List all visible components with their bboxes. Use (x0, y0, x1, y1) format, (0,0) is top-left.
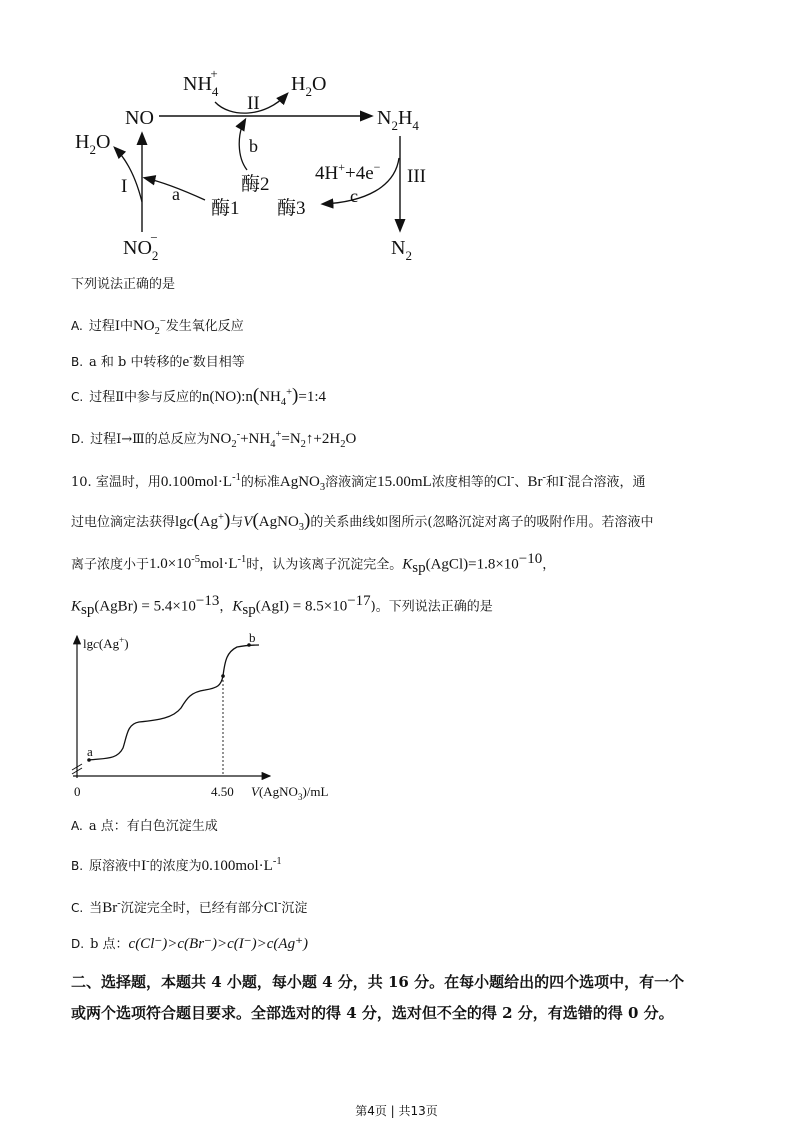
q10-line-1: 10. 室温时，用$0.100mol\cdot L^{-1}$的标准AgNO$_3$溶液滴定15.00mL浓度相等的Cl-、Br-和I-混合溶液，通 (71, 472, 646, 493)
option-letter: D. (71, 937, 85, 951)
step-iii-label: III (407, 166, 426, 187)
q9-option-a[interactable]: A. 过程Ⅰ中$NO_2^-$发生氧化反应 (71, 316, 244, 337)
species-h2o-top: $H_2O$ (291, 73, 327, 99)
origin-label: 0 (74, 784, 81, 799)
label-point-b: b (249, 630, 256, 645)
option-letter: C. (71, 390, 84, 404)
section2-heading-line-1: 二、选择题，本题共 4 小题，每小题 4 分，共 16 分。在每小题给出的四个选项中，有一个 (71, 973, 685, 991)
q10-line-4: $K_{sp}(AgBr) = 5.4\times 10^{-13}$，$K_{sp}(AgI) = 8.5\times 10^{-17}$)。下列说法正确的是 (71, 593, 493, 618)
species-n2h4: $N_2H_4$ (377, 107, 419, 133)
enzyme3-label: 酶3 (277, 198, 306, 219)
label-b: b (249, 136, 258, 156)
y-axis-label: lgc(Ag+) (83, 635, 129, 651)
option-letter: A. (71, 319, 83, 333)
section2-heading-line-2: 或两个选项符合题目要求。全部选对的得 4 分，选对但不全的得 2 分，有选错的得 0 分。 (71, 1004, 674, 1022)
option-letter: D. (71, 432, 85, 446)
label-a: a (172, 184, 180, 204)
step-ii-label: II (247, 93, 260, 114)
x-axis-label: V(AgNO$_3$)/mL (251, 784, 329, 802)
titration-graph (65, 630, 355, 805)
x-tick-label: 4.50 (211, 784, 234, 799)
q9-prompt: 下列说法正确的是 (71, 277, 176, 292)
q10-line-2: 过电位滴定法获得lgc(Ag+)与V(AgNO$_3$)的关系曲线如图所示(忽略沉淀对离子的吸附作用。若溶液中 (71, 510, 654, 533)
species-no: NO (125, 107, 154, 129)
option-letter: B. (71, 859, 84, 873)
page-footer: 第4页 | 共13页 (355, 1104, 438, 1118)
option-letter: A. (71, 819, 83, 833)
species-n2: $N_2$ (391, 237, 412, 262)
reaction-diagram (65, 62, 445, 262)
option-letter: B. (71, 355, 84, 369)
option-letter: C. (71, 901, 84, 915)
point-equiv-dot (221, 674, 225, 678)
arrow-b (239, 120, 247, 170)
protons-electrons: 4H++4e− (315, 160, 381, 184)
q10-option-c[interactable]: C. 当Br-沉淀完全时，已经有部分Cl-沉淀 (71, 898, 308, 916)
step-i-label: I (121, 176, 128, 197)
label-point-a: a (87, 744, 93, 759)
q10-option-b[interactable]: B. 原溶液中I-的浓度为$0.100mol\cdot L^{-1}$ (71, 856, 282, 874)
arrow-to-h2o-left (115, 148, 142, 202)
q9-option-c[interactable]: C. 过程Ⅱ中参与反应的$n(NO):n(NH_4^+)=1:4$ (71, 385, 327, 408)
titration-curve (89, 645, 259, 760)
q10-option-d[interactable]: D. b 点：c(Cl⁻)>c(Br⁻)>c(I⁻)>c(Ag⁺) (71, 936, 308, 952)
species-nh4: $NH_4+$ (183, 66, 219, 99)
q9-option-d[interactable]: D. 过程Ⅰ→Ⅲ的总反应为$NO_2^-+NH_4^+=N_2↑+2H_2O$ (71, 429, 357, 450)
q10-option-a[interactable]: A. a 点：有白色沉淀生成 (71, 819, 218, 834)
q10-line-3: 离子浓度小于$1.0\times 10^{-5}mol\cdot L^{-1}$时，认为该离子沉淀完全。$K_{sp}(AgCl)=1.8\times 10^{-10}$， (71, 551, 556, 576)
enzyme1-label: 酶1 (211, 198, 240, 219)
q9-option-b[interactable]: B. a 和 b 中转移的e-数目相等 (71, 352, 245, 370)
species-no2: $NO_2-$ (123, 230, 159, 262)
enzyme2-label: 酶2 (241, 174, 270, 195)
species-h2o-left: $H_2O$ (75, 131, 111, 157)
label-c: c (350, 186, 358, 206)
